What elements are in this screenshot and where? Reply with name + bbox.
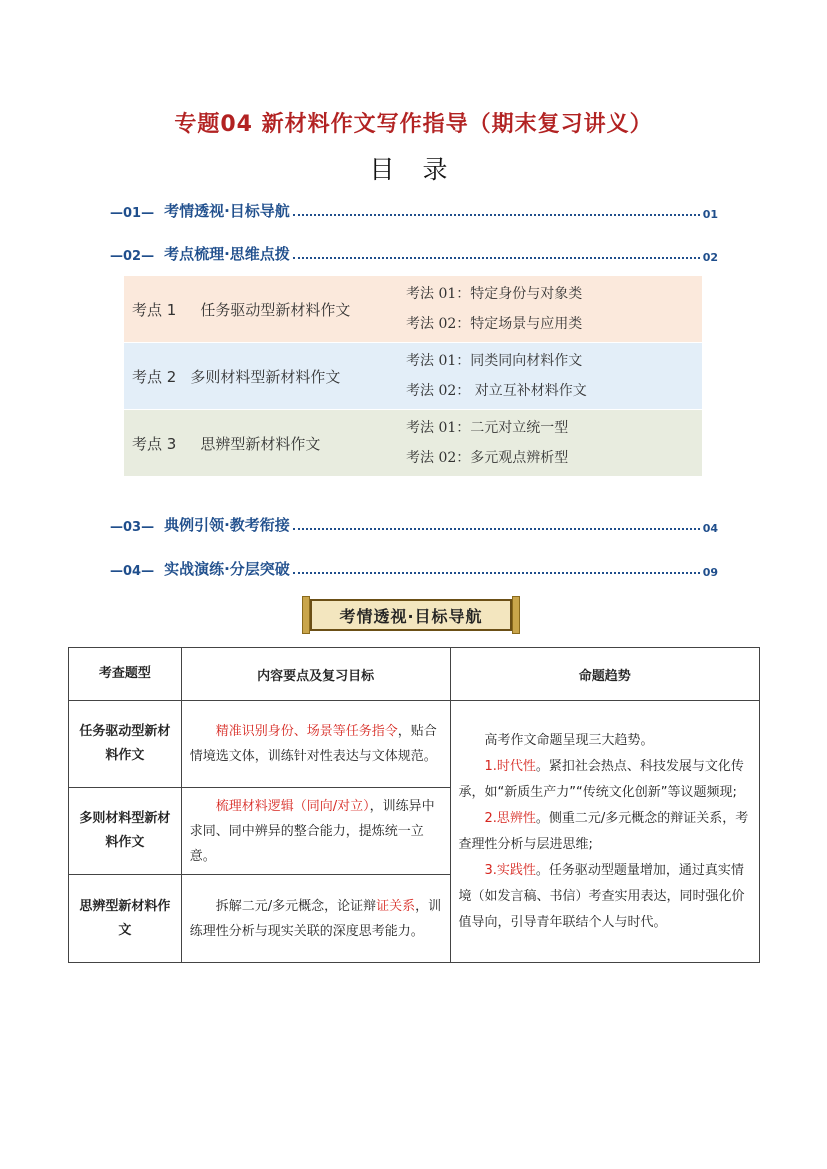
header-type: 考查题型 — [69, 648, 182, 701]
trend-keyword: 2.思辨性 — [484, 810, 536, 826]
toc-number: —01— — [110, 206, 155, 221]
table-row — [69, 701, 760, 788]
kaofa-item: 考法 02：特定场景与应用类 — [406, 316, 583, 332]
toc-page: 04 — [702, 522, 718, 535]
kaodian-name: 多则材料型新材料作文 — [190, 367, 341, 386]
trend-intro: 高考作文命题呈现三大趋势。 — [484, 732, 654, 748]
content-cell — [181, 788, 450, 875]
toc-label: 典例引领·教考衔接 — [164, 516, 290, 534]
kaofa-item: 考法 01：二元对立统一型 — [406, 420, 569, 436]
toc-leader — [293, 527, 700, 530]
question-type: 思辨型新材料作文 — [69, 875, 182, 963]
kaodian-name: 任务驱动型新材料作文 — [200, 300, 351, 319]
kaodian-label: 考点 1 — [132, 300, 177, 319]
toc-label: 实战演练·分层突破 — [164, 560, 290, 578]
toc-item-1[interactable] — [110, 199, 718, 221]
toc-label: 考情透视·目标导航 — [164, 202, 290, 220]
kaofa-item: 考法 02： 对立互补材料作文 — [406, 383, 587, 399]
toc-number: —04— — [110, 564, 155, 579]
content-text: ，贴合情境选文体，训练针对性表达与文体规范。 — [189, 724, 437, 764]
content-text: 拆解二元/多元概念，论证辩 — [215, 898, 377, 914]
toc-leader — [293, 213, 700, 216]
key-point: 梳理材料逻辑（同向/对立） — [215, 798, 370, 814]
question-type: 任务驱动型新材料作文 — [69, 701, 182, 788]
overview-table — [68, 647, 760, 963]
key-point: 证关系 — [376, 898, 416, 914]
kaodian-row-3 — [124, 410, 702, 476]
question-type: 多则材料型新材料作文 — [69, 788, 182, 875]
toc-item-2[interactable] — [110, 242, 718, 264]
trend-keyword: 3.实践性 — [484, 862, 536, 878]
section-banner — [302, 596, 520, 634]
trend-keyword: 1.时代性 — [484, 758, 536, 774]
toc-leader — [293, 256, 700, 259]
kaodian-row-1 — [124, 276, 702, 342]
toc-number: —02— — [110, 249, 155, 264]
toc-page: 02 — [702, 251, 718, 264]
toc-leader — [293, 571, 700, 574]
trend-item — [459, 806, 752, 858]
content-cell — [181, 875, 450, 963]
kaodian-name: 思辨型新材料作文 — [200, 434, 321, 453]
kaofa-item: 考法 01：同类同向材料作文 — [406, 353, 583, 369]
trend-item — [459, 858, 752, 936]
key-point: 精准识别身份、场景等任务指令 — [215, 724, 398, 739]
toc-item-3[interactable] — [110, 513, 718, 535]
banner-label: 考情透视·目标导航 — [310, 599, 512, 631]
content-text: ，训练理性分析与现实关联的深度思考能力。 — [189, 898, 442, 939]
header-content: 内容要点及复习目标 — [181, 648, 450, 701]
toc-heading: 目 录 — [369, 155, 458, 184]
toc-number: —03— — [110, 520, 155, 535]
page-title: 专题04 新材料作文写作指导（期末复习讲义） — [174, 112, 653, 137]
kaofa-item: 考法 02：多元观点辨析型 — [406, 450, 569, 466]
content-cell — [181, 701, 450, 788]
toc-label: 考点梳理·思维点拨 — [164, 245, 290, 263]
content-text: ，训练异中求同、同中辨异的整合能力，提炼统一立意。 — [189, 798, 435, 864]
scroll-right-ornament — [512, 596, 520, 634]
trend-text: 。侧重二元/多元概念的辩证关系，考查理性分析与层进思维; — [458, 810, 749, 852]
table-header-row — [69, 648, 760, 701]
toc-page: 01 — [702, 208, 718, 221]
kaodian-row-2 — [124, 343, 702, 409]
scroll-left-ornament — [302, 596, 310, 634]
trend-item — [459, 754, 752, 806]
trend-text: 。紧扣社会热点、科技发展与文化传承，如“新质生产力”“传统文化创新”等议题频现; — [458, 758, 744, 800]
kaodian-label: 考点 2 — [132, 367, 177, 386]
kaodian-label: 考点 3 — [132, 434, 177, 453]
trend-cell — [450, 701, 760, 963]
kaofa-item: 考法 01：特定身份与对象类 — [406, 286, 583, 302]
trend-text: 。任务驱动型题量增加，通过真实情境（如发言稿、书信）考查实用表达，同时强化价值导向，引导青年联结个人与时代。 — [458, 862, 745, 930]
toc-item-4[interactable] — [110, 557, 718, 579]
toc-page: 09 — [702, 566, 718, 579]
header-trend: 命题趋势 — [450, 648, 760, 701]
